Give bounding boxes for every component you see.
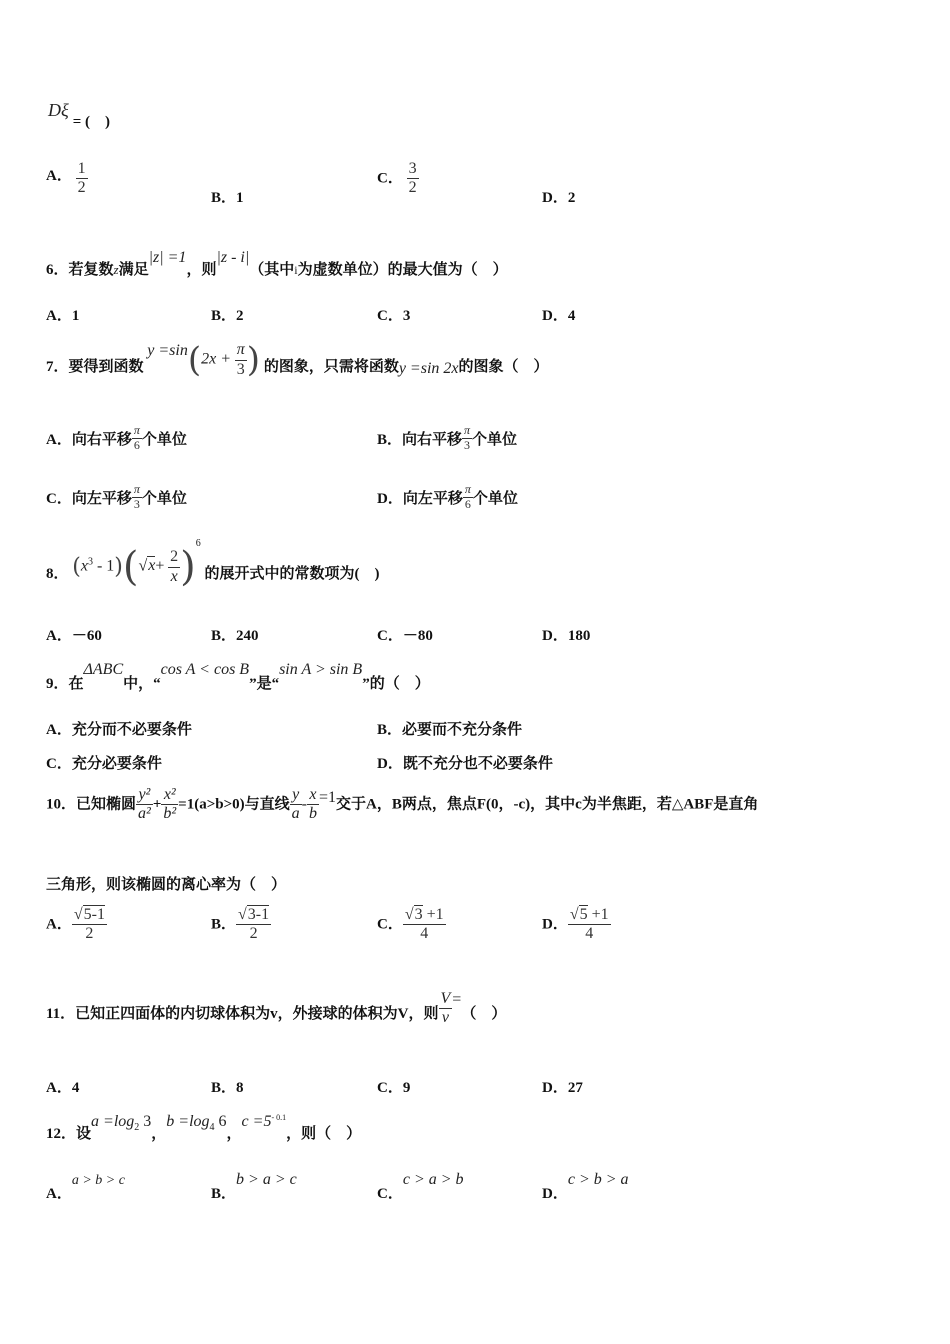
q11-option-c: C．9: [377, 1080, 411, 1096]
q9-stem: 9．在ΔABC中，“cos A < cos B”是“sin A > sin B”的（ ）: [46, 661, 430, 692]
q8-option-d: D．180: [542, 628, 591, 644]
q9-option-c: C．充分必要条件: [46, 756, 162, 772]
q6-option-d: D．4: [542, 308, 576, 324]
q8-option-a: A．－60: [46, 628, 102, 644]
q11-option-a: A．4: [46, 1080, 80, 1096]
q8-stem: 8． $(x^3 - 1)(√x+$ $\frac{2}{x}$ )$^6$ 的展开式中的常数项为( ): [46, 538, 380, 590]
q9-option-a: A．充分而不必要条件: [46, 722, 192, 738]
q12-stem: 12．设$a =\log_2$ 3，$b =\log_4$ 6，$c =5^{- 0.1}$，则（ ）: [46, 1113, 362, 1142]
q5-math: Dξ: [48, 100, 69, 120]
q12-option-d: D．c > b > a: [542, 1171, 629, 1202]
q8-option-b: B．240: [211, 628, 259, 644]
q10-option-d: D． $\frac{√5 +1}{4}$: [542, 906, 609, 943]
q11-option-b: B．8: [211, 1080, 244, 1096]
q10-line2: 三角形，则该椭圆的离心率为（ ）: [46, 877, 287, 893]
q5-option-d: D．2: [542, 190, 576, 206]
q12-option-c: C．c > a > b: [377, 1171, 464, 1202]
q7-stem: 7．要得到函数 y =sin(2x + $\frac{\pi}{3}$ ) 的图象，只需将函数y =sin 2x的图象（ ）: [46, 340, 549, 380]
q5-option-a: A． $\frac{1}{2}$: [46, 160, 86, 197]
q7-option-a: A．向右平移 $\frac{\pi}{6}$ 个单位: [46, 423, 187, 452]
q7-option-b: B．向右平移 $\frac{\pi}{3}$ 个单位: [377, 423, 518, 452]
q6-option-a: A．1: [46, 308, 80, 324]
q5-stem: [48, 100, 111, 130]
q8-option-c: C．－80: [377, 628, 433, 644]
q6-option-c: C．3: [377, 308, 411, 324]
q11-option-d: D．27: [542, 1080, 583, 1096]
q10-option-a: A． $\frac{√5-1}{2}$: [46, 906, 105, 943]
q6-option-b: B．2: [211, 308, 244, 324]
q9-option-b: B．必要而不充分条件: [377, 722, 523, 738]
q10-option-c: C． $\frac{√3 +1}{4}$: [377, 906, 444, 943]
q12-option-a: A．a > b > c: [46, 1173, 125, 1202]
q7-option-d: D．向左平移 $\frac{\pi}{6}$ 个单位: [377, 482, 518, 511]
q12-option-b: B．b > a > c: [211, 1171, 297, 1202]
q5-option-b: B．1: [211, 190, 244, 206]
q10-stem: 10．已知椭圆 $\frac{\text{y²}}{\text{a²}}$ + $\frac{\text{x²}}{\text{b²}}$ =1(a>b>0)与直线 $\frac{y}{a}$ - $\frac{x}{b}$ =1交于A，B两点，焦点F(0，-c)，其中c为半焦距，若△ABF是直角: [46, 786, 759, 823]
q5-tail: = ( ): [72, 114, 111, 130]
q6-stem: 6．若复数z满足|z| =1，则|z - i|（其中$_i$为虚数单位）的最大值为（ ）: [46, 249, 508, 278]
q11-stem: 11．已知正四面体的内切球体积为v，外接球的体积为V，则 $\frac{V}{v}$ =（ ）: [46, 990, 507, 1027]
q9-option-d: D．既不充分也不必要条件: [377, 756, 553, 772]
q10-option-b: B． $\frac{√3-1}{2}$: [211, 906, 270, 943]
q7-option-c: C．向左平移 $\frac{\pi}{3}$ 个单位: [46, 482, 187, 511]
q5-option-c: C． $\frac{3}{2}$: [377, 160, 417, 197]
